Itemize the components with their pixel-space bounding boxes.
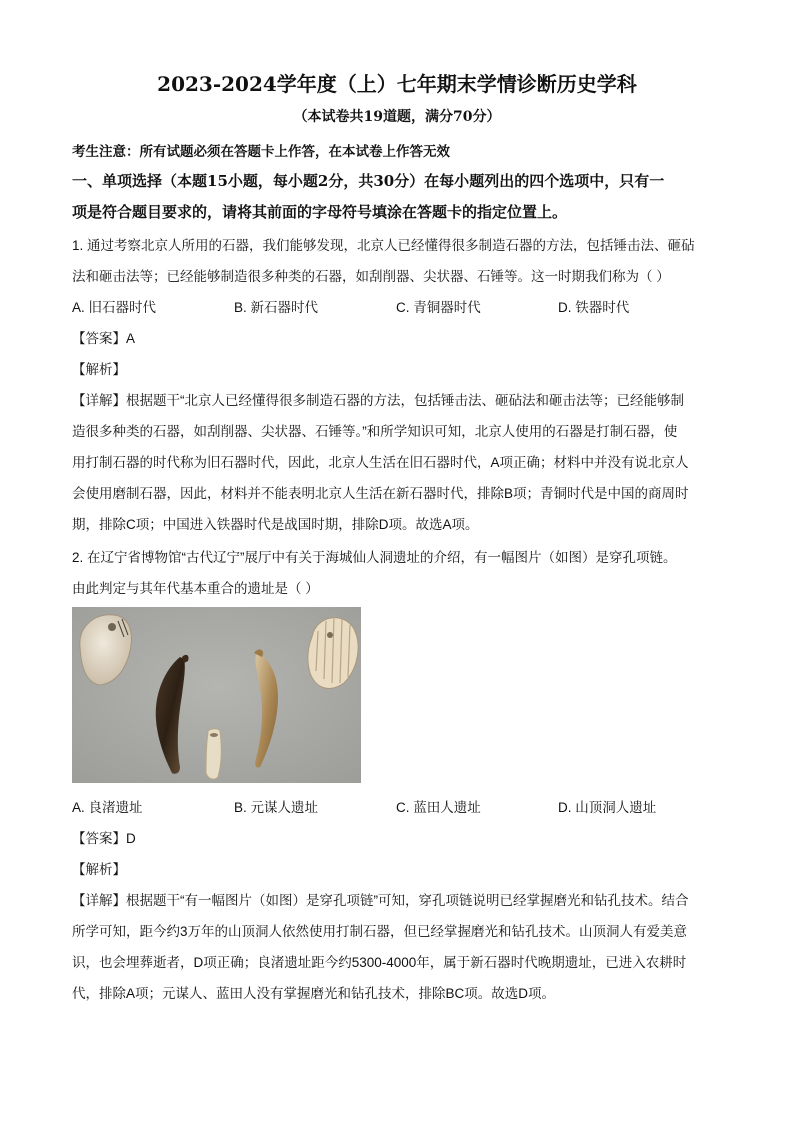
q2-option-a: A. 良渚遗址 [72,800,143,815]
q1-option-c: C. 青铜器时代 [396,300,481,315]
q1-option-d: D. 铁器时代 [558,300,630,315]
q2-detail-line-2: 所学可知，距今约3万年的山顶洞人依然使用打制石器，但已经掌握磨光和钻孔技术。山顶洞人有爱美意 [72,924,688,939]
q2-option-d: D. 山顶洞人遗址 [558,800,657,815]
q1-detail-line-3: 用打制石器的时代称为旧石器时代，因此，北京人生活在旧石器时代，A项正确；材料中并没有说北京人 [72,455,689,470]
section-heading-line-2: 项是符合题目要求的，请将其前面的字母符号填涂在答题卡的指定位置上。 [72,203,568,221]
page-title: 2023-2024学年度（上）七年期末学情诊断历史学科 [157,72,637,96]
q1-option-b: B. 新石器时代 [234,300,319,315]
q1-detail-line-2: 造很多种类的石器，如刮削器、尖状器、石锤等。”和所学知识可知，北京人使用的石器是打制石器，使 [72,424,678,439]
q2-analysis-label: 【解析】 [72,862,126,877]
q2-detail-line-1: 【详解】根据题干“有一幅图片（如图）是穿孔项链”可知，穿孔项链说明已经掌握磨光和钻孔技术。结合 [72,893,689,908]
q1-detail-line-1: 【详解】根据题干“北京人已经懂得很多制造石器的方法，包括锤击法、砸砧法和砸击法等；已经能够制 [72,393,684,408]
section-heading-line-1: 一、单项选择（本题15小题，每小题2分，共30分）在每小题列出的四个选项中，只有一 [72,172,665,190]
q2-detail-line-3: 识，也会埋葬逝者，D项正确；良渚遗址距今约5300-4000年，属于新石器时代晚期遗址，已进入农耕时 [72,955,687,970]
q1-detail-line-4: 会使用磨制石器，因此，材料并不能表明北京人生活在新石器时代，排除B项；青铜时代是中国的商周时 [72,486,689,501]
q2-option-b: B. 元谋人遗址 [234,800,319,815]
q2-answer: 【答案】D [72,831,136,846]
q1-analysis-label: 【解析】 [72,362,126,377]
exam-notice: 考生注意：所有试题必须在答题卡上作答，在本试卷上作答无效 [72,144,450,160]
q2-stem-line-1: 2. 在辽宁省博物馆“古代辽宁”展厅中有关于海城仙人洞遗址的介绍，有一幅图片（如图）是穿孔项链。 [72,550,677,565]
page-subtitle: （本试卷共19道题，满分70分） [293,109,501,125]
q1-options [72,296,732,316]
q2-options [72,796,732,816]
q1-stem-line-1: 1. 通过考察北京人所用的石器，我们能够发现，北京人已经懂得很多制造石器的方法，包括锤击法、砸砧 [72,238,695,253]
q2-option-c: C. 蓝田人遗址 [396,800,481,815]
necklace-artifacts-illustration [72,607,361,783]
q2-detail-line-4: 代，排除A项；元谋人、蓝田人没有掌握磨光和钻孔技术，排除BC项。故选D项。 [72,986,556,1001]
q2-stem-line-2: 由此判定与其年代基本重合的遗址是（ ） [72,581,319,596]
q1-answer: 【答案】A [72,331,136,346]
q1-detail-line-5: 期，排除C项；中国进入铁器时代是战国时期，排除D项。故选A项。 [72,517,479,532]
q1-option-a: A. 旧石器时代 [72,300,157,315]
small-bone-bead [206,729,221,779]
necklace-artifacts-photo [72,607,361,783]
q1-stem-line-2: 法和砸击法等；已经能够制造很多种类的石器，如刮削器、尖状器、石锤等。这一时期我们称为（ ） [72,269,670,284]
